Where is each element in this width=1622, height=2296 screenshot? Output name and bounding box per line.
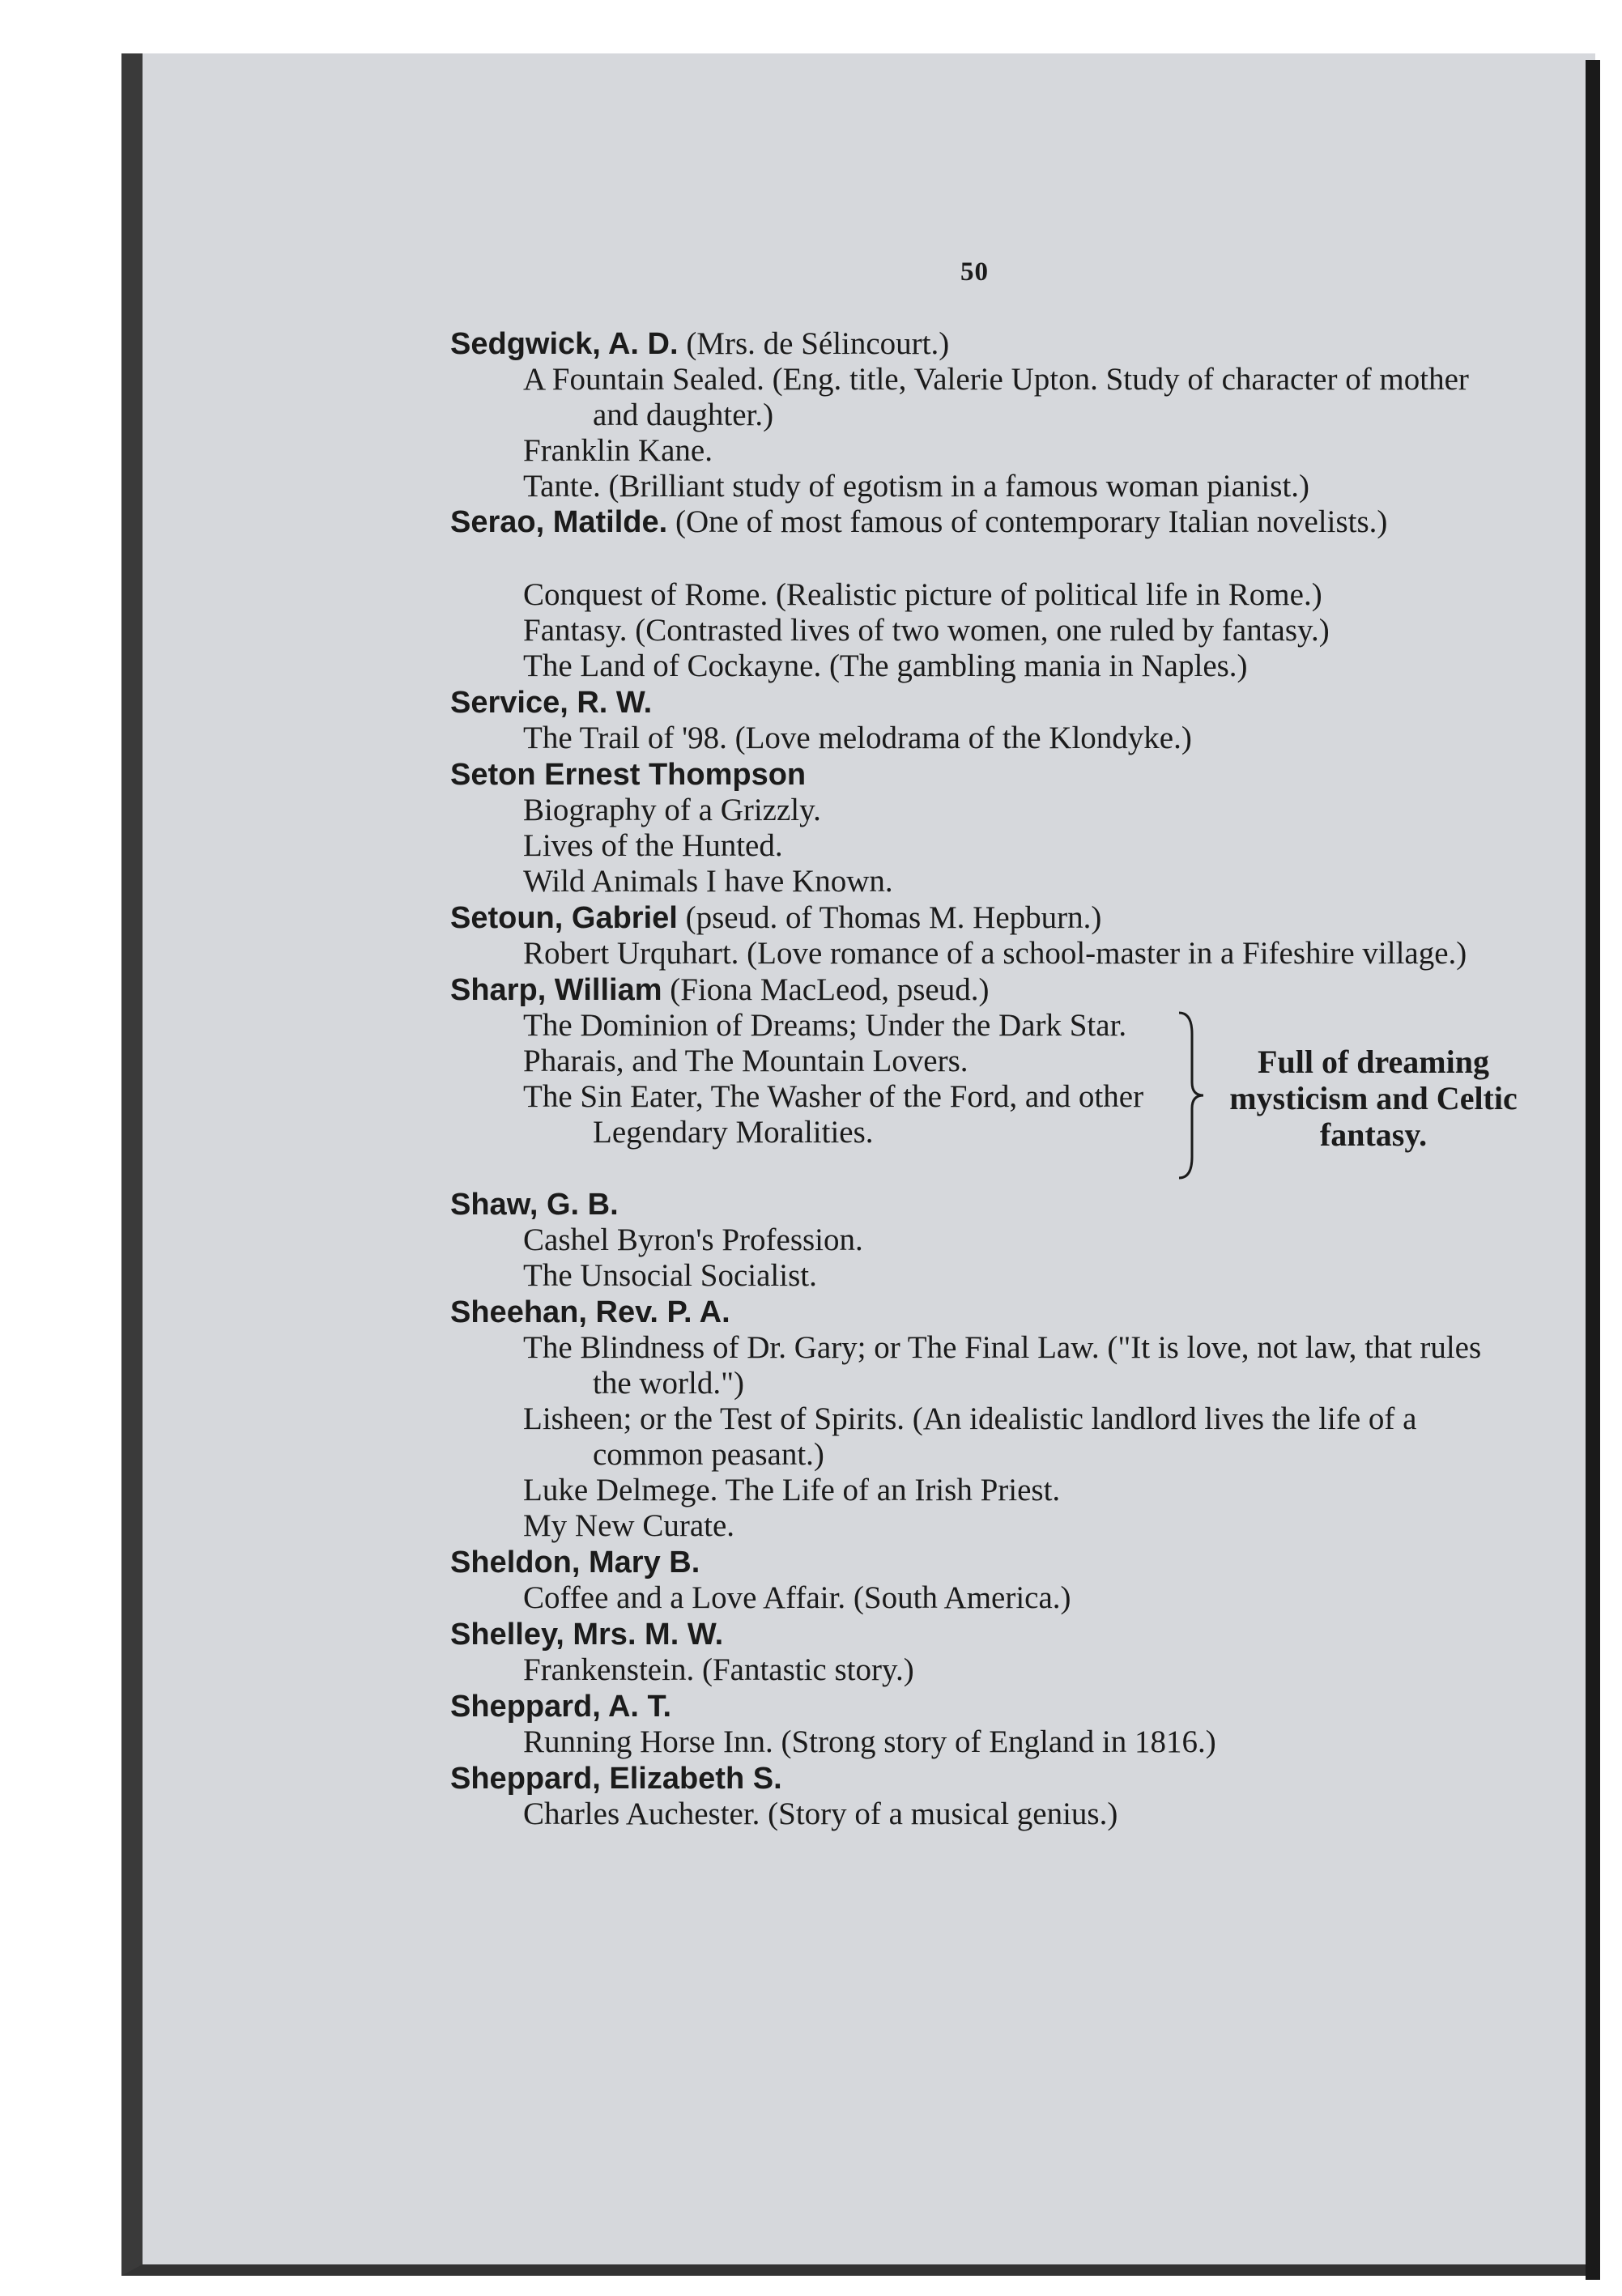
work-item: The Sin Eater, The Washer of the Ford, and other Legendary Moralities. [523,1079,1144,1150]
work-item: Conquest of Rome. (Realistic picture of political life in Rome.) [523,577,1322,612]
work-item: The Trail of '98. (Love melodrama of the Klondyke.) [523,721,1192,755]
work-item: The Land of Cockayne. (The gambling mania in Naples.) [523,648,1248,683]
author-name: Sedgwick, A. D. [450,327,679,361]
work-item: Wild Animals I have Known. [523,864,893,899]
work-item: Biography of a Grizzly. [523,793,821,827]
author-note: (One of most famous of contemporary Italian novelists.) [675,504,1388,539]
author-name: Sheldon, Mary B. [450,1546,700,1580]
work-item: Fantasy. (Contrasted lives of two women, one ruled by fantasy.) [523,613,1330,648]
author-name: Sharp, William [450,973,662,1007]
author-entry-sheehan [450,1294,1503,1330]
author-name: Sheppard, Elizabeth S. [450,1762,782,1796]
author-note: (Fiona MacLeod, pseud.) [670,972,990,1007]
work-item: Frankenstein. (Fantastic story.) [523,1652,914,1687]
page-number: 50 [960,257,989,287]
author-name: Shaw, G. B. [450,1188,619,1222]
author-entry-sedgwick [450,325,1503,362]
author-note: (pseud. of Thomas M. Hepburn.) [685,900,1102,935]
work-item: Charles Auchester. (Story of a musical genius.) [523,1796,1118,1831]
author-entry-shelley [450,1616,1503,1652]
work-item: Lives of the Hunted. [523,828,783,863]
author-entry-service [450,684,1503,721]
work-item: The Blindness of Dr. Gary; or The Final Law. ("It is love, not law, that rules the world.") [523,1330,1482,1401]
curly-brace-icon [1174,1010,1207,1181]
work-item: My New Curate. [523,1508,735,1543]
author-name: Service, R. W. [450,686,653,720]
author-entry-shaw [450,1186,1503,1222]
work-item: Luke Delmege. The Life of an Irish Priest. [523,1473,1061,1507]
grouped-works [450,1008,1518,1186]
work-item: Franklin Kane. [523,433,713,468]
author-name: Setoun, Gabriel [450,901,678,935]
author-entry-sheppard-at [450,1688,1503,1724]
author-name: Seton Ernest Thompson [450,758,807,792]
work-item: Pharais, and The Mountain Lovers. [523,1044,969,1078]
work-item: Tante. (Brilliant study of egotism in a famous woman pianist.) [523,469,1310,504]
work-item: A Fountain Sealed. (Eng. title, Valerie Upton. Study of character of mother and daughter.) [523,362,1469,432]
work-item: The Dominion of Dreams; Under the Dark Star. [523,1008,1127,1043]
author-name: Sheppard, A. T. [450,1690,672,1724]
author-entry-seton [450,756,1503,793]
work-item: Cashel Byron's Profession. [523,1222,863,1257]
page-edge [1586,60,1600,2280]
work-item: Robert Urquhart. (Love romance of a school-master in a Fifeshire village.) [523,936,1467,971]
author-entry-setoun [450,899,1503,936]
group-note: Full of dreaming mysticism and Celtic fantasy. [1229,1044,1518,1153]
author-entry-sheppard-elizabeth [450,1760,1503,1796]
author-note: (Mrs. de Sélincourt.) [686,326,950,361]
author-entry-serao [450,504,1503,577]
work-item: The Unsocial Socialist. [523,1258,817,1293]
work-item: Coffee and a Love Affair. (South America.) [523,1580,1071,1615]
author-entry-sheldon [450,1544,1503,1580]
work-item: Lisheen; or the Test of Spirits. (An idealistic landlord lives the life of a common peasant.) [523,1401,1417,1472]
author-list [450,325,1518,1832]
author-entry-sharp [450,972,1503,1008]
author-name: Shelley, Mrs. M. W. [450,1618,724,1652]
author-name: Serao, Matilde. [450,505,668,539]
work-item: Running Horse Inn. (Strong story of England in 1816.) [523,1724,1216,1759]
author-name: Sheehan, Rev. P. A. [450,1295,730,1329]
